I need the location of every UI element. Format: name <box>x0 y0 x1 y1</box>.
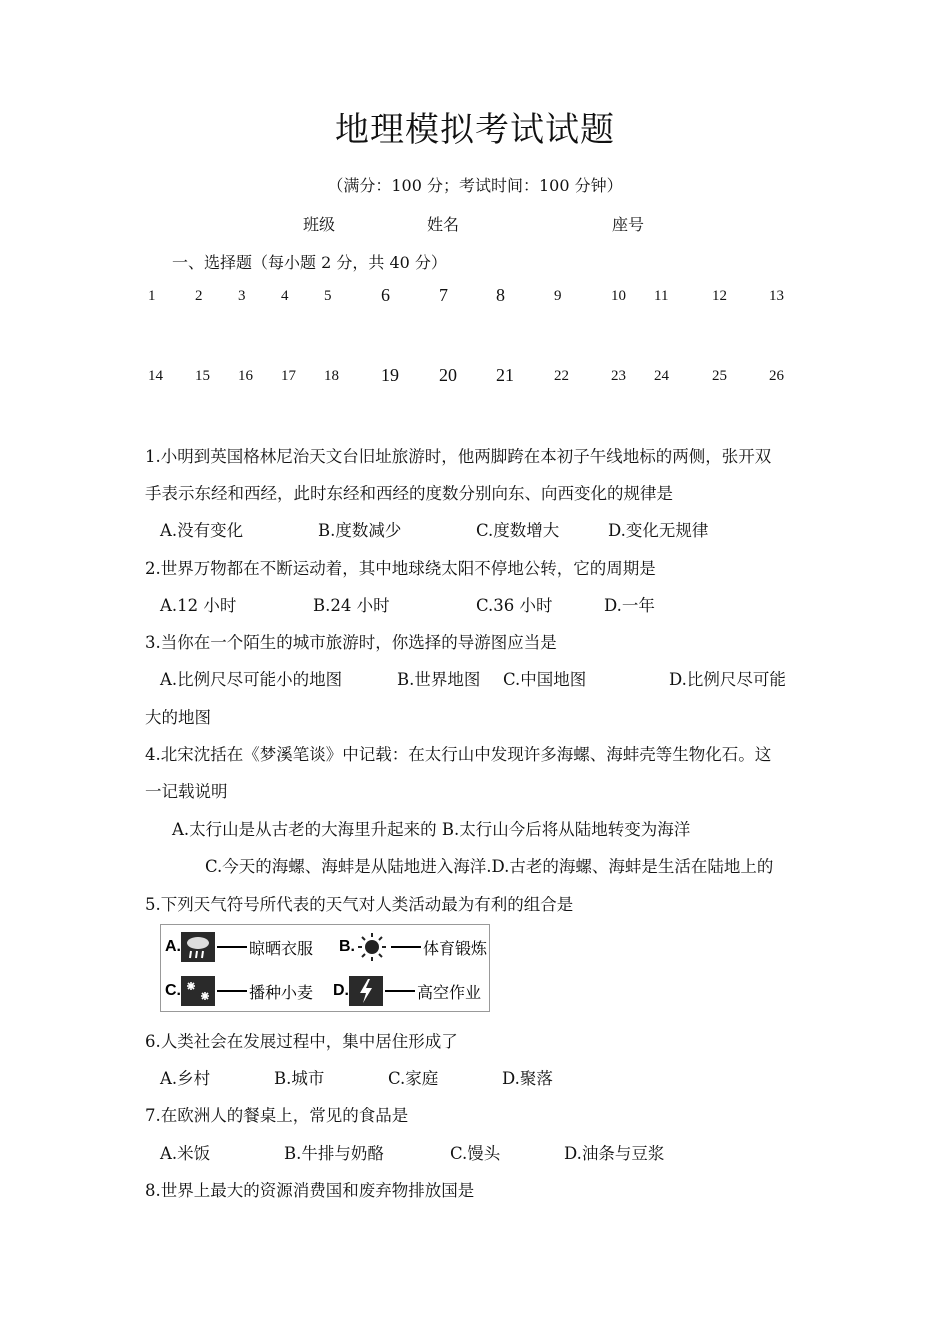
answer-number: 17 <box>281 368 296 384</box>
weather-option-letter: C. <box>165 982 181 999</box>
answer-number: 20 <box>439 365 457 385</box>
snow-icon <box>181 976 215 1006</box>
answer-number: 23 <box>611 368 626 384</box>
answer-number: 6 <box>381 285 390 305</box>
answer-number: 2 <box>195 288 203 304</box>
weather-option-b <box>339 929 487 965</box>
answer-number: 26 <box>769 368 784 384</box>
question-1-option-b: B.度数减少 <box>318 521 402 540</box>
question-4-text: 4.北宋沈括在《梦溪笔谈》中记载：在太行山中发现许多海螺、海蚌壳等生物化石。这 <box>145 745 772 764</box>
answer-number: 1 <box>148 288 156 304</box>
question-4-options-ab: A.太行山是从古老的大海里升起来的 B.太行山今后将从陆地转变为海洋 <box>172 820 691 839</box>
question-3-option-b: B.世界地图 <box>397 670 481 689</box>
section-heading: 一、选择题（每小题 2 分，共 40 分） <box>172 253 447 272</box>
question-6-option-d: D.聚落 <box>502 1069 553 1088</box>
weather-symbols-figure <box>160 924 490 1012</box>
answer-number: 13 <box>769 288 784 304</box>
answer-number: 18 <box>324 368 339 384</box>
weather-option-letter: A. <box>165 938 181 955</box>
answer-number: 16 <box>238 368 253 384</box>
weather-option-a <box>165 929 313 965</box>
answer-number: 10 <box>611 288 626 304</box>
question-2-option-c: C.36 小时 <box>476 596 553 615</box>
exam-info: （满分：100 分；考试时间：100 分钟） <box>327 176 623 195</box>
weather-option-letter: B. <box>339 938 355 955</box>
rain-cloud-icon <box>181 932 215 962</box>
answer-number: 9 <box>554 288 562 304</box>
question-1-option-a: A.没有变化 <box>160 521 244 540</box>
lightning-icon <box>349 976 383 1006</box>
question-7-option-c: C.馒头 <box>450 1144 501 1163</box>
question-1-text: 1.小明到英国格林尼治天文台旧址旅游时，他两脚跨在本初子午线地标的两侧，张开双 <box>145 447 772 466</box>
answer-number: 7 <box>439 285 448 305</box>
answer-number: 4 <box>281 288 289 304</box>
question-7-option-a: A.米饭 <box>160 1144 211 1163</box>
seat-label: 座号 <box>612 215 645 234</box>
question-4-options-cd: C.今天的海螺、海蚌是从陆地进入海洋.D.古老的海螺、海蚌是生活在陆地上的 <box>205 857 774 876</box>
answer-number: 11 <box>654 288 669 304</box>
weather-option-letter: D. <box>333 982 349 999</box>
question-6-option-c: C.家庭 <box>388 1069 439 1088</box>
question-8-text: 8.世界上最大的资源消费国和废弃物排放国是 <box>145 1181 475 1200</box>
page-title: 地理模拟考试试题 <box>335 110 615 150</box>
question-2-text: 2.世界万物都在不断运动着，其中地球绕太阳不停地公转，它的周期是 <box>145 559 656 578</box>
answer-number: 15 <box>195 368 210 384</box>
question-3-option-a: A.比例尺尽可能小的地图 <box>160 670 343 689</box>
weather-option-text: 晾晒衣服 <box>249 940 314 958</box>
question-6-option-a: A.乡村 <box>160 1069 211 1088</box>
sun-icon <box>355 932 389 962</box>
name-label: 姓名 <box>427 215 460 234</box>
answer-number: 8 <box>496 285 505 305</box>
weather-option-text: 体育锻炼 <box>423 940 488 958</box>
answer-number: 3 <box>238 288 246 304</box>
question-1-option-d: D.变化无规律 <box>608 521 709 540</box>
answer-number: 21 <box>496 365 514 385</box>
answer-number: 24 <box>654 368 669 384</box>
answer-number: 12 <box>712 288 727 304</box>
question-2-option-b: B.24 小时 <box>313 596 390 615</box>
weather-option-text: 高空作业 <box>417 984 482 1002</box>
question-3-text: 3.当你在一个陌生的城市旅游时，你选择的导游图应当是 <box>145 633 557 652</box>
question-7-option-d: D.油条与豆浆 <box>564 1144 665 1163</box>
question-6-text: 6.人类社会在发展过程中，集中居住形成了 <box>145 1032 458 1051</box>
question-1-option-c: C.度数增大 <box>476 521 560 540</box>
question-6-option-b: B.城市 <box>274 1069 325 1088</box>
weather-option-text: 播种小麦 <box>249 984 314 1002</box>
question-3-option-c: C.中国地图 <box>503 670 587 689</box>
question-2-option-d: D.一年 <box>604 596 655 615</box>
question-1-text: 手表示东经和西经，此时东经和西经的度数分别向东、向西变化的规律是 <box>145 484 673 503</box>
question-3-option-d: D.比例尺尽可能 <box>669 670 786 689</box>
answer-number: 14 <box>148 368 163 384</box>
question-5-text: 5.下列天气符号所代表的天气对人类活动最为有利的组合是 <box>145 895 574 914</box>
question-2-option-a: A.12 小时 <box>160 596 237 615</box>
question-4-text: 一记载说明 <box>145 782 228 801</box>
weather-option-c <box>165 973 313 1009</box>
answer-number: 19 <box>381 365 399 385</box>
answer-number: 22 <box>554 368 569 384</box>
weather-option-d <box>333 973 481 1009</box>
question-7-option-b: B.牛排与奶酪 <box>284 1144 384 1163</box>
question-3-option-d-continued: 大的地图 <box>145 708 211 727</box>
question-7-text: 7.在欧洲人的餐桌上，常见的食品是 <box>145 1106 409 1125</box>
class-label: 班级 <box>303 215 336 234</box>
answer-number: 25 <box>712 368 727 384</box>
answer-number: 5 <box>324 288 332 304</box>
